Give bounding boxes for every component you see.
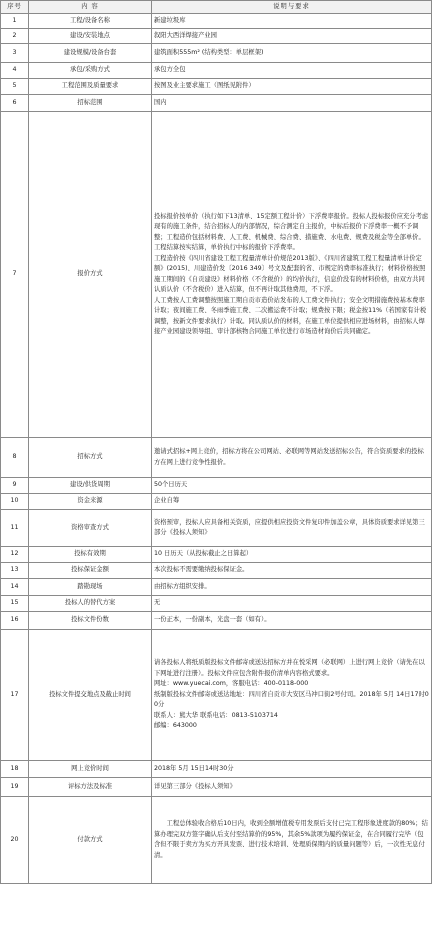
description-paragraph: 纸制版投标文件邮寄或送达地址：四川省自贡市大安区马冲口街2号付司。2018年 5月 14日17时00分 — [154, 690, 429, 709]
header-description: 说明与要求 — [152, 1, 432, 14]
description-paragraph: 工程造价按《四川省建设工程工程量清单计价规范2013版》、《四川省建筑工程工程量清单计价定额》(2015)、川建造价发〔2016 349〕号文及配套的省、市规定的费率标准执行；材料价格按照施工期间的《自贡建设》材料价格（不含税价）的均价执行，信息价没有的材料价格，由双方共同认质认价（不含税价）进入结算，但不再计取其他费用，不下浮。 — [154, 254, 426, 293]
table-row — [1, 596, 432, 612]
row-description — [152, 510, 432, 547]
row-item: 建设/供货周期 — [29, 478, 152, 494]
row-item: 投标文件提交地点及截止时间 — [29, 630, 152, 761]
row-number: 8 — [1, 438, 29, 478]
row-item: 工程/设备名称 — [29, 14, 152, 29]
row-number: 15 — [1, 596, 29, 612]
row-description — [152, 95, 432, 112]
row-number: 9 — [1, 478, 29, 494]
row-item: 报价方式 — [29, 112, 152, 438]
table-row — [1, 630, 432, 761]
table-row — [1, 112, 432, 438]
table-row — [1, 761, 432, 778]
table-row — [1, 14, 432, 29]
description-paragraph: 投标报价按单价（执行如下13清单、15定额工程计价）下浮费率报价。投标人投标报价应充分考虑现有的施工条件，结合招标人的内部情况，综合测定自主报价，中标后报价下浮费率一概不予调整；工程造价包括材料费、人工费、机械费、综合费、措施费、水电费、规费及税金等全部单价。工程结算按实结算，单价执行中标的报价下浮费率。 — [154, 212, 429, 251]
row-item: 资格审查方式 — [29, 510, 152, 547]
table-row — [1, 547, 432, 563]
description-paragraph: 承包方全包 — [154, 66, 186, 74]
row-description — [152, 79, 432, 95]
table-row — [1, 44, 432, 63]
description-paragraph: 企业自筹 — [154, 497, 180, 505]
row-description — [152, 478, 432, 494]
row-item: 建设/安装地点 — [29, 29, 152, 44]
row-item: 踏勘现场 — [29, 579, 152, 596]
table-header-row — [1, 1, 432, 14]
description-paragraph: 人工费按人工费调整按照施工期自贡市造价站发布的人工费文件执行；安全文明措施费按基本费率计取；夜间施工费、冬雨季施工费、二次搬运费不计取；规费按下限；税金按11%（若国家有计税调整，按新文件要求执行）计取。同认质认价的材料，在施工单位提供相应进场材料，由招标人焊接产业园建设领导组、审计部核物合同施工单位进行市场造材询价后共同确定。 — [154, 296, 427, 335]
description-paragraph: 请各投标人将纸质版投标文件邮寄或送达招标方并在悦采网（必联网）上进行网上竞价（请先在以下网址进行注册）。投标文件应包含附件报价清单内容格式要求。 — [154, 659, 425, 677]
table-row — [1, 63, 432, 79]
table-row — [1, 579, 432, 596]
description-paragraph: 本次投标不需要缴纳投标保证金。 — [154, 566, 249, 574]
description-paragraph: 网址：www.yuecai.com，客服电话：400-0118-000 — [154, 680, 309, 688]
row-item: 投标文件份数 — [29, 612, 152, 630]
description-paragraph: 详见第三部分《投标人须知》 — [154, 782, 236, 790]
row-description — [152, 438, 432, 478]
description-paragraph: 工程总体验收合格后10日内，收到全额增值税专用发票后支付已完工程形象进度款的80%；结算办理完双方签字确认后支付至结算价的95%，其余5%款项为履约保证金，在合同履行完毕（包含但不限于卖方为买方开具发票、进行技术培训、处理质保期内的质量问题等）后，一次性无息付清。 — [154, 820, 428, 859]
row-item: 工程范围及质量要求 — [29, 79, 152, 95]
row-item: 评标方法及标准 — [29, 778, 152, 797]
row-number: 11 — [1, 510, 29, 547]
description-paragraph: 联系人：熊大华 联系电话：0813-5103714 — [154, 711, 278, 719]
header-content: 内 容 — [29, 1, 152, 14]
description-paragraph: 叙阳大西洋焊接产业园 — [154, 31, 217, 39]
row-description — [152, 494, 432, 510]
table-row — [1, 438, 432, 478]
row-description — [152, 761, 432, 778]
row-description — [152, 797, 432, 884]
description-paragraph: 邮编：643000 — [154, 722, 197, 730]
row-number: 12 — [1, 547, 29, 563]
row-number: 14 — [1, 579, 29, 596]
table-row — [1, 563, 432, 579]
row-item: 招标方式 — [29, 438, 152, 478]
table-row — [1, 29, 432, 44]
row-item: 投标人的替代方案 — [29, 596, 152, 612]
table-row — [1, 797, 432, 884]
row-number: 18 — [1, 761, 29, 778]
row-description — [152, 630, 432, 761]
row-number: 17 — [1, 630, 29, 761]
row-number: 16 — [1, 612, 29, 630]
row-description — [152, 579, 432, 596]
description-paragraph: 一份正本，一份副本，光盘一套（如有）。 — [154, 616, 271, 624]
table-row — [1, 79, 432, 95]
row-description — [152, 44, 432, 63]
description-paragraph: 国内 — [154, 98, 167, 106]
row-item: 投标保证金额 — [29, 563, 152, 579]
row-number: 5 — [1, 79, 29, 95]
table-row — [1, 494, 432, 510]
description-paragraph: 资格预审，投标人应具备相关资质，应提供相应投资文件复印件加盖公章，具体资质要求详见第三部分《投标人须知》 — [154, 518, 425, 536]
header-number: 序号 — [1, 1, 29, 14]
row-number: 4 — [1, 63, 29, 79]
row-description — [152, 29, 432, 44]
row-item: 建设规模/设备台套 — [29, 44, 152, 63]
row-description — [152, 63, 432, 79]
row-number: 2 — [1, 29, 29, 44]
row-description — [152, 547, 432, 563]
table-row — [1, 510, 432, 547]
description-paragraph: 50个日历天 — [154, 481, 188, 489]
row-number: 1 — [1, 14, 29, 29]
table-row — [1, 478, 432, 494]
row-number: 20 — [1, 797, 29, 884]
table-row — [1, 95, 432, 112]
row-number: 13 — [1, 563, 29, 579]
table-row — [1, 778, 432, 797]
row-number: 3 — [1, 44, 29, 63]
description-paragraph: 2018年 5月 15日14时30分 — [154, 764, 234, 772]
row-description — [152, 612, 432, 630]
table-row — [1, 612, 432, 630]
row-item: 资金来源 — [29, 494, 152, 510]
description-paragraph: 由招标方组织安排。 — [154, 582, 211, 590]
row-item: 投标有效期 — [29, 547, 152, 563]
description-paragraph: 新建垃圾库 — [154, 16, 186, 24]
row-description — [152, 778, 432, 797]
row-description — [152, 563, 432, 579]
description-paragraph: 按图及业主要求施工（图纸见附件） — [154, 82, 255, 90]
row-number: 19 — [1, 778, 29, 797]
row-number: 10 — [1, 494, 29, 510]
row-item: 付款方式 — [29, 797, 152, 884]
row-description — [152, 14, 432, 29]
row-description — [152, 596, 432, 612]
description-paragraph: 邀请式招标+网上竞价，招标方将在公司网站、必联网等网站发送招标公告，符合资质要求的投标方在网上进行竞争性报价。 — [154, 448, 424, 466]
row-number: 6 — [1, 95, 29, 112]
row-number: 7 — [1, 112, 29, 438]
row-item: 网上竞价时间 — [29, 761, 152, 778]
row-description — [152, 112, 432, 438]
description-paragraph: 建筑面积555m² (结构类型：单层框架) — [154, 48, 264, 56]
row-item: 招标范围 — [29, 95, 152, 112]
description-paragraph: 无 — [154, 599, 161, 607]
description-paragraph: 10 日历天（从投标截止之日算起） — [154, 550, 253, 558]
row-item: 承包/采购方式 — [29, 63, 152, 79]
